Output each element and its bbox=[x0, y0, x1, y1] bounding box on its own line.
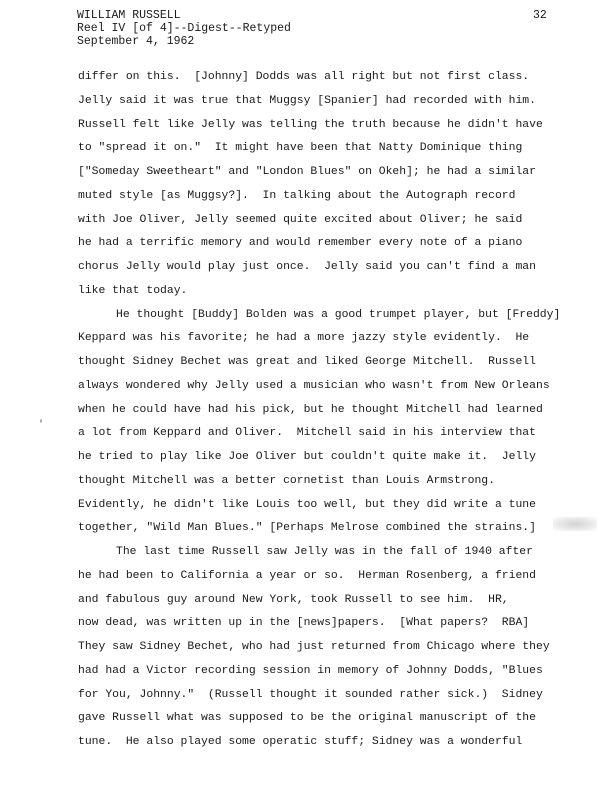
header-name: WILLIAM RUSSELL bbox=[77, 9, 181, 22]
text-line: he tried to play like Joe Oliver but couldn't quite make it. Jelly bbox=[78, 451, 536, 463]
text-line: tune. He also played some operatic stuff; Sidney was a wonderful bbox=[78, 736, 523, 748]
text-line: thought Sidney Bechet was great and liked George Mitchell. Russell bbox=[78, 356, 536, 368]
document-header bbox=[77, 9, 291, 48]
text-line: Evidently, he didn't like Louis too well, but they did write a tune bbox=[78, 498, 536, 511]
text-line: for You, Johnny." (Russell thought it sounded rather sick.) Sidney bbox=[78, 688, 543, 701]
text-line: he had been to California a year or so. Herman Rosenberg, a friend bbox=[78, 569, 536, 582]
text-line: Russell felt like Jelly was telling the truth because he didn't have bbox=[78, 118, 543, 131]
paragraph-start-line: He thought [Buddy] Bolden was a good trumpet player, but [Freddy] bbox=[116, 308, 561, 321]
text-line: like that today. bbox=[78, 284, 188, 297]
header-date: September 4, 1962 bbox=[77, 35, 195, 48]
text-line: a lot from Keppard and Oliver. Mitchell said in his interview that bbox=[78, 427, 536, 440]
text-line: together, "Wild Man Blues." [Perhaps Melrose combined the strains.] bbox=[78, 522, 536, 535]
text-line: differ on this. [Johnny] Dodds was all right but not first class. bbox=[78, 71, 530, 83]
text-line: when he could have had his pick, but he thought Mitchell had learned bbox=[78, 403, 543, 416]
text-line: always wondered why Jelly used a musician who wasn't from New Orleans bbox=[78, 379, 550, 392]
text-line: Keppard was his favorite; he had a more jazzy style evidently. He bbox=[78, 332, 530, 345]
text-line: to "spread it on." It might have been that Natty Dominique thing bbox=[78, 142, 523, 155]
text-line: with Joe Oliver, Jelly seemed quite excited about Oliver; he said bbox=[78, 213, 523, 226]
text-line: gave Russell what was supposed to be the original manuscript of the bbox=[78, 712, 536, 725]
text-line: thought Mitchell was a better cornetist than Louis Armstrong. bbox=[78, 474, 495, 487]
paragraph-start-line: The last time Russell saw Jelly was in the fall of 1940 after bbox=[116, 546, 533, 558]
text-line: muted style [as Muggsy?]. In talking about the Autograph record bbox=[78, 189, 516, 202]
page-number: 32 bbox=[533, 9, 547, 22]
text-line: and fabulous guy around New York, took Russell to see him. HR, bbox=[78, 593, 509, 606]
text-line: now dead, was written up in the [news]papers. [What papers? RBA] bbox=[78, 617, 530, 630]
text-line: chorus Jelly would play just once. Jelly said you can't find a man bbox=[78, 261, 536, 273]
text-line: he had a terrific memory and would remember every note of a piano bbox=[78, 237, 523, 250]
text-line: ["Someday Sweetheart" and "London Blues" on Okeh]; he had a similar bbox=[78, 166, 536, 178]
text-line: had had a Victor recording session in memory of Johnny Dodds, "Blues bbox=[78, 664, 543, 677]
text-line: They saw Sidney Bechet, who had just returned from Chicago where they bbox=[78, 641, 550, 653]
text-line: Jelly said it was true that Muggsy [Spanier] had recorded with him. bbox=[78, 94, 536, 107]
body-text bbox=[78, 66, 590, 755]
margin-mark: ' bbox=[38, 420, 45, 431]
header-reel: Reel IV [of 4]--Digest--Retyped bbox=[77, 22, 291, 35]
